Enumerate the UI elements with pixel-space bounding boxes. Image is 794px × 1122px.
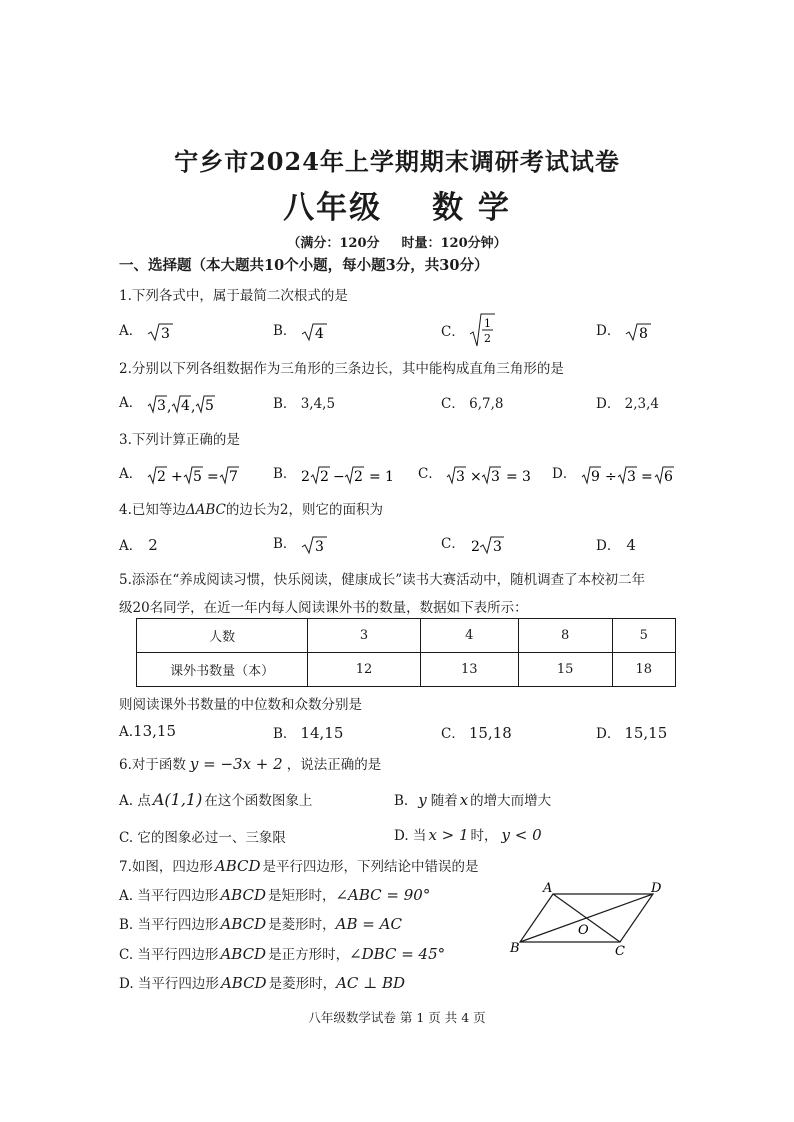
center-o-label: O <box>578 923 589 938</box>
svg-text:,: , <box>190 398 195 414</box>
q5-option-b: B． 14,15 <box>273 724 344 742</box>
table-cell: 18 <box>612 653 675 687</box>
svg-text:=: = <box>368 468 381 485</box>
svg-text:2: 2 <box>471 538 481 555</box>
svg-text:5: 5 <box>192 468 202 485</box>
sqrt-icon <box>469 312 495 348</box>
table-row <box>137 653 676 687</box>
svg-text:7: 7 <box>228 468 238 485</box>
q5-option-a: A.13,15 <box>119 722 176 740</box>
svg-text:+: + <box>170 468 183 485</box>
section-heading: 一、选择题（本大题共10个小题，每小题3分，共30分） <box>119 257 489 274</box>
full-score: （满分：120分 <box>287 236 380 251</box>
grade-subject <box>0 182 794 227</box>
svg-text:÷: ÷ <box>604 468 617 485</box>
table-cell: 5 <box>612 619 675 653</box>
sqrt-icon <box>469 535 505 555</box>
q1-option-d: D． 8 <box>596 319 651 342</box>
q5-option-c: C． 15,18 <box>441 724 512 742</box>
svg-text:3: 3 <box>626 468 636 485</box>
time-limit: 时量：120分钟） <box>401 236 507 251</box>
question-2: 2.分别以下列各组数据作为三角形的三条边长，其中能构成直角三角形的是 <box>119 361 564 377</box>
table-cell: 3 <box>308 619 421 653</box>
vertex-a-label: A <box>543 881 553 896</box>
q7-option-d: D. 当平行四边形 ABCD 是菱形时，AC ⊥ BD <box>119 974 406 992</box>
q4-option-a: A． 2 <box>119 536 158 554</box>
question-5-line-2: 级20名同学，在近一年内每人阅读课外书的数量，数据如下表所示： <box>119 600 528 616</box>
question-4: 4.已知等边ΔABC的边长为2，则它的面积为 <box>119 502 383 518</box>
page-footer: 八年级数学试卷 第 1 页 共 4 页 <box>308 1010 486 1025</box>
sqrt-icon <box>625 322 651 342</box>
exam-title: 宁乡市2024年上学期期末调研考试试卷 <box>174 147 620 176</box>
svg-text:3: 3 <box>522 468 532 485</box>
q6-option-a: A. 点 A(1,1) 在这个函数图象上 <box>119 790 313 809</box>
table-cell: 4 <box>420 619 518 653</box>
q6-option-b: B. y 随着 x 的增大而增大 <box>394 791 552 809</box>
exam-info <box>0 232 794 251</box>
sqrt-icon <box>301 322 327 342</box>
formula-icon <box>446 465 538 485</box>
svg-text:=: = <box>640 468 653 485</box>
q6-option-d: D. 当 x > 1 时， y < 0 <box>394 826 542 844</box>
question-5-line-1: 5.添添在“养成阅读习惯，快乐阅读，健康成长”读书大赛活动中，随机调查了本校初二年 <box>119 572 646 588</box>
vertex-c-label: C <box>615 944 625 958</box>
table-cell: 15 <box>518 653 612 687</box>
q1-option-a: A． 3 <box>119 319 173 342</box>
subject-label: 数 学 <box>432 190 511 226</box>
svg-text:×: × <box>470 468 482 485</box>
table-row <box>137 619 676 653</box>
grade-label: 八年级 <box>283 190 383 226</box>
svg-text:3: 3 <box>456 468 466 485</box>
formula-icon <box>301 465 401 485</box>
formula-icon <box>581 465 683 485</box>
q2-option-a: A． 3 , 4 , 5 <box>119 391 219 414</box>
svg-text:−: − <box>332 468 345 485</box>
formula-icon <box>147 465 247 485</box>
svg-text:9: 9 <box>590 468 600 485</box>
q7-option-c: C. 当平行四边形 ABCD 是正方形时，∠DBC = 45° <box>119 945 446 963</box>
q7-option-b: B. 当平行四边形 ABCD 是菱形时，AB = AC <box>119 915 402 933</box>
table-cell: 课外书数量（本） <box>137 653 308 687</box>
q4-option-c: C． 2 3 <box>441 532 505 555</box>
table-cell: 8 <box>518 619 612 653</box>
question-7: 7.如图，四边形 ABCD 是平行四边形，下列结论中错误的是 <box>119 857 479 875</box>
svg-text:4: 4 <box>314 325 324 342</box>
reading-data-table <box>136 618 676 687</box>
svg-text:=: = <box>206 468 219 485</box>
sqrt-list-icon <box>147 394 219 414</box>
q1-option-b: B． 4 <box>273 319 327 342</box>
q6-option-c: C. 它的图象必过一、三象限 <box>119 830 286 846</box>
svg-text:2: 2 <box>300 468 310 485</box>
svg-text:2: 2 <box>319 468 329 485</box>
vertex-d-label: D <box>651 881 662 896</box>
q2-option-b: B． 3,4,5 <box>273 396 336 412</box>
q7-option-a: A. 当平行四边形 ABCD 是矩形时，∠ABC = 90° <box>119 886 431 904</box>
q5-option-d: D． 15,15 <box>596 724 668 742</box>
svg-text:4: 4 <box>180 397 190 414</box>
svg-text:8: 8 <box>638 325 648 342</box>
table-cell: 人数 <box>137 619 308 653</box>
svg-text:1: 1 <box>484 317 492 330</box>
q1-option-c: C． 1 2 <box>441 312 495 348</box>
question-3: 3.下列计算正确的是 <box>119 432 240 448</box>
sqrt-icon <box>147 322 173 342</box>
table-cell: 12 <box>308 653 421 687</box>
q4-option-d: D． 4 <box>596 536 636 554</box>
parallelogram-figure <box>505 878 675 958</box>
q3-option-a: A． 2 + 5 = 7 <box>119 462 247 485</box>
q2-option-c: C． 6,7,8 <box>441 396 504 412</box>
table-cell: 13 <box>420 653 518 687</box>
q2-option-d: D． 2,3,4 <box>596 396 659 412</box>
question-5-prompt: 则阅读课外书数量的中位数和众数分别是 <box>119 697 362 713</box>
q4-option-b: B． 3 <box>273 532 327 555</box>
svg-text:1: 1 <box>384 468 394 485</box>
svg-text:,: , <box>166 398 171 414</box>
svg-text:5: 5 <box>204 397 214 414</box>
svg-text:3: 3 <box>493 538 503 555</box>
question-6: 6.对于函数 y = −3x + 2 ，说法正确的是 <box>119 755 382 773</box>
sqrt-icon <box>301 535 327 555</box>
svg-text:2: 2 <box>484 332 492 345</box>
svg-text:=: = <box>506 468 518 485</box>
svg-text:2: 2 <box>156 468 166 485</box>
q3-option-c: C． 3 × 3 = 3 <box>418 462 538 485</box>
vertex-b-label: B <box>510 941 520 956</box>
svg-text:3: 3 <box>491 468 501 485</box>
svg-text:2: 2 <box>353 468 363 485</box>
question-1: 1.下列各式中，属于最简二次根式的是 <box>119 288 348 304</box>
svg-text:3: 3 <box>156 397 166 414</box>
q3-option-b: B． 2 2 − 2 = 1 <box>273 462 401 485</box>
svg-text:3: 3 <box>160 325 170 342</box>
q3-option-d: D． 9 ÷ 3 = 6 <box>552 462 683 485</box>
svg-text:3: 3 <box>314 538 324 555</box>
svg-text:6: 6 <box>663 468 673 485</box>
